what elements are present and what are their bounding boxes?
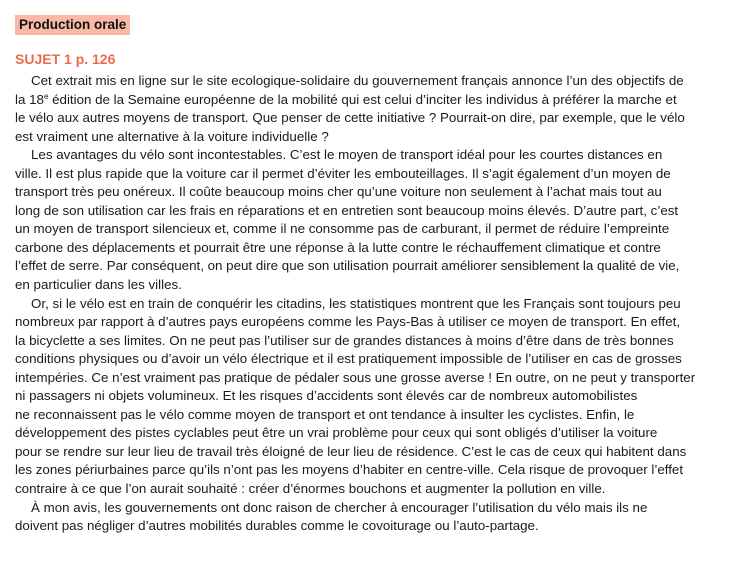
text-line: Or, si le vélo est en train de conquérir les citadins, les statistiques montrent que les Français sont toujours peu	[31, 295, 681, 311]
text-line: est vraiment une alternative à la voiture individuelle ?	[15, 128, 329, 144]
text-line: ni passagers ni objets volumineux. Et les risques d’accidents sont élevés car de nombreux automobilistes	[15, 388, 638, 404]
text-line: en particulier dans les villes.	[15, 277, 182, 293]
text-line: ville. Il est plus rapide que la voiture car il permet d’éviter les embouteillages. Il s’agit également d’un moyen de	[15, 165, 671, 181]
text-line: transport très peu onéreux. Il coûte beaucoup moins cher qu’une voiture non seulement à l’achat mais tout au	[15, 184, 662, 200]
text-line: long de son utilisation car les frais en réparations et en entretien sont beaucoup moins élevés. D’autre part, c’est	[15, 202, 679, 218]
essay-paragraph-advantages	[15, 146, 739, 294]
text-line: la bicyclette a ses limites. On ne peut pas l’utiliser sur de grandes distances à moins d’être dans de très bonnes	[15, 332, 674, 348]
text-line: À mon avis, les gouvernements ont donc raison de chercher à encourager l’utilisation du vélo mais ils ne	[31, 499, 648, 515]
text-line: Cet extrait mis en ligne sur le site ecologique-solidaire du gouvernement français annonce l’un des objectifs de	[31, 73, 684, 88]
text-line: conditions physiques ou d’avoir un vélo électrique et il est pratiquement impossible de l’utiliser en cas de grosses	[15, 351, 682, 367]
text-line	[15, 91, 739, 110]
text-line: le vélo aux autres moyens de transport. Que penser de cette initiative ? Pourrait-on dire, par exemple, que le vélo	[15, 110, 685, 126]
text-line: contraire à ce que l’on aurait souhaité : créer d’énormes bouchons et augmenter la pollution en ville.	[15, 481, 606, 497]
text-line: Les avantages du vélo sont incontestables. C’est le moyen de transport idéal pour les courtes distances en	[31, 147, 663, 163]
essay-text	[15, 72, 739, 536]
subject-title: SUJET 1 p. 126	[15, 51, 116, 67]
text-line: nombreux par rapport à d’autres pays européens comme les Pays-Bas à utiliser ce moyen de transport. En effet,	[15, 314, 681, 330]
essay-paragraph-limits	[15, 295, 739, 499]
text-line: doivent pas négliger d’autres mobilités durables comme le covoiturage ou l’auto-partage.	[15, 518, 539, 534]
text-line: développement des pistes cyclables peut être un vrai problème pour ceux qui sont obligés d’utiliser la voiture	[15, 425, 658, 441]
ordinal-superscript: e	[43, 91, 49, 101]
text-fragment: la 18	[15, 91, 44, 107]
essay-paragraph-conclusion	[15, 499, 739, 536]
text-line: l’effet de serre. Par conséquent, on peut dire que son utilisation pourrait améliorer sensiblement la qualité de vie,	[15, 258, 680, 274]
text-line: ne reconnaissent pas le vélo comme moyen de transport et ont tendance à insulter les cyclistes. Enfin, le	[15, 406, 635, 422]
text-line: un moyen de transport silencieux et, comme il ne consomme pas de carburant, il permet de réduire l’empreinte	[15, 221, 670, 237]
text-line: pour se rendre sur leur lieu de travail très éloigné de leur lieu de résidence. C’est le cas de ceux qui habitent dans	[15, 443, 687, 459]
text-line: intempéries. Ce n’est vraiment pas pratique de pédaler sous une grosse averse ! En outre, on ne peut y transporter	[15, 369, 696, 385]
section-label-production-orale: Production orale	[15, 15, 130, 35]
text-fragment: édition de la Semaine européenne de la mobilité qui est celui d’inciter les individus à préférer la marche et	[48, 91, 677, 107]
text-line: les zones périurbaines parce qu’ils n’ont pas les moyens d’habiter en centre-ville. Cela risque de provoquer l’effet	[15, 462, 684, 478]
text-line: carbone des déplacements et pourrait être une réponse à la lutte contre le réchauffement climatique et contre	[15, 239, 661, 255]
essay-paragraph-introduction	[15, 72, 739, 146]
